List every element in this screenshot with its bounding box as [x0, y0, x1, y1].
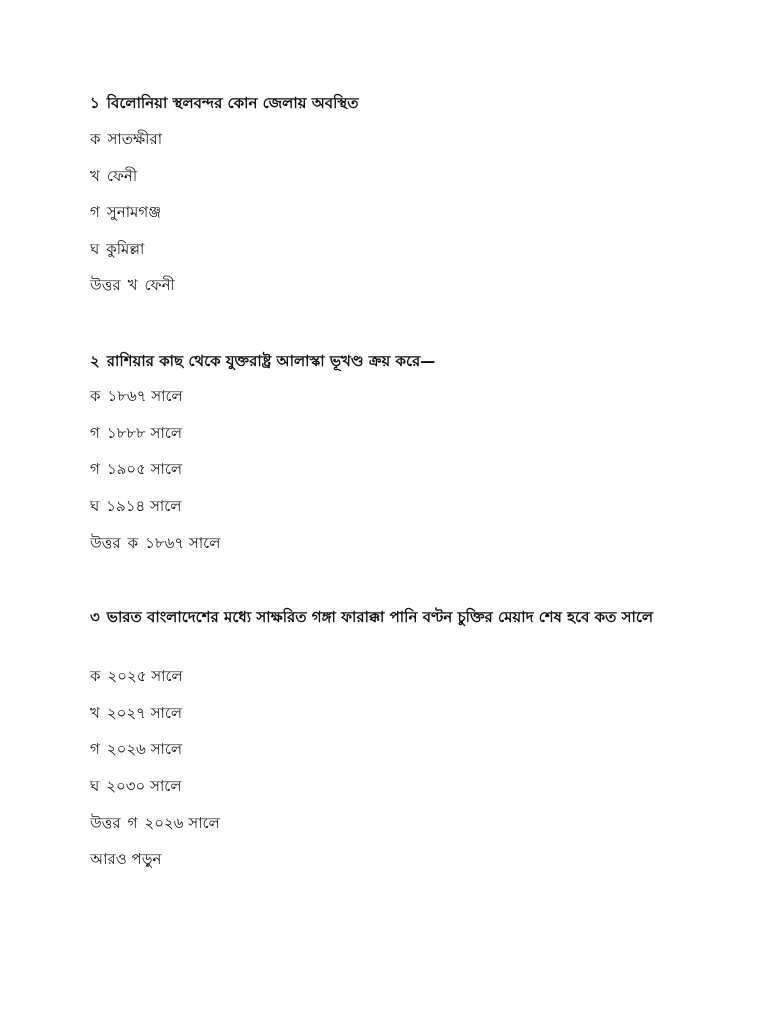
- option-3b: [90, 702, 182, 724]
- option-letter: ক: [90, 387, 101, 405]
- question-text: ভারত বাংলাদেশের মধ্যে সাক্ষরিত গঙ্গা ফারাক্কা পানি বণ্টন চুক্তির মেয়াদ শেষ হবে কত সালে: [106, 608, 654, 626]
- answer-letter: গ: [127, 814, 138, 832]
- option-3c: [90, 738, 182, 760]
- question-text: বিলোনিয়া স্থলবন্দর কোন জেলায় অবস্থিত: [106, 94, 359, 112]
- question-number: ২: [90, 352, 100, 370]
- option-2b: [90, 422, 182, 444]
- option-text: সুনামগঞ্জ: [106, 203, 162, 221]
- option-text: ২০৩০ সালে: [106, 777, 182, 795]
- option-letter: খ: [90, 704, 100, 722]
- option-letter: গ: [90, 203, 100, 221]
- option-2c: [90, 458, 182, 480]
- question-number: ৩: [90, 608, 100, 626]
- option-letter: গ: [90, 740, 100, 758]
- option-1d: [90, 238, 144, 260]
- answer-text: ২০২৬ সালে: [144, 814, 220, 832]
- option-text: ২০২৭ সালে: [106, 704, 183, 722]
- option-2a: [90, 385, 183, 407]
- option-letter: গ: [90, 424, 100, 442]
- answer-2: [90, 532, 220, 554]
- option-letter: খ: [90, 167, 100, 185]
- option-text: কুমিল্লা: [106, 240, 145, 258]
- option-text: ১৯০৫ সালে: [106, 460, 183, 478]
- question-3: [90, 606, 690, 628]
- option-letter: ঘ: [90, 240, 100, 258]
- question-2: [90, 350, 690, 372]
- option-3a: [90, 665, 183, 687]
- question-1: [90, 92, 690, 114]
- answer-text: ফেনী: [144, 276, 175, 294]
- option-letter: গ: [90, 460, 100, 478]
- option-text: ফেনী: [106, 167, 138, 185]
- answer-letter: ক: [127, 534, 139, 552]
- option-2d: [90, 495, 181, 517]
- option-letter: ঘ: [90, 497, 100, 515]
- option-text: ১৮৬৭ সালে: [107, 387, 183, 405]
- answer-letter: খ: [127, 276, 138, 294]
- option-3d: [90, 775, 182, 797]
- answer-label: উত্তর: [90, 534, 121, 552]
- option-text: ২০২৫ সালে: [107, 667, 183, 685]
- answer-1: [90, 274, 175, 296]
- option-letter: ঘ: [90, 777, 100, 795]
- option-1b: [90, 165, 137, 187]
- answer-label: উত্তর: [90, 276, 121, 294]
- option-text: ১৯১৪ সালে: [106, 497, 182, 515]
- option-1a: [90, 128, 162, 150]
- option-letter: ক: [90, 130, 101, 148]
- option-letter: ক: [90, 667, 101, 685]
- question-number: ১: [90, 94, 100, 112]
- option-text: সাতক্ষীরা: [107, 130, 163, 148]
- read-more-link[interactable]: আরও পড়ুন: [90, 850, 162, 868]
- option-1c: [90, 201, 161, 223]
- option-text: ২০২৬ সালে: [106, 740, 183, 758]
- answer-label: উত্তর: [90, 814, 121, 832]
- answer-3: [90, 812, 220, 834]
- question-text: রাশিয়ার কাছ থেকে যুক্তরাষ্ট্র আলাস্কা ভূখণ্ড ক্রয় করে—: [106, 352, 436, 370]
- option-text: ১৮৮৮ সালে: [106, 424, 183, 442]
- answer-text: ১৮৬৭ সালে: [145, 534, 221, 552]
